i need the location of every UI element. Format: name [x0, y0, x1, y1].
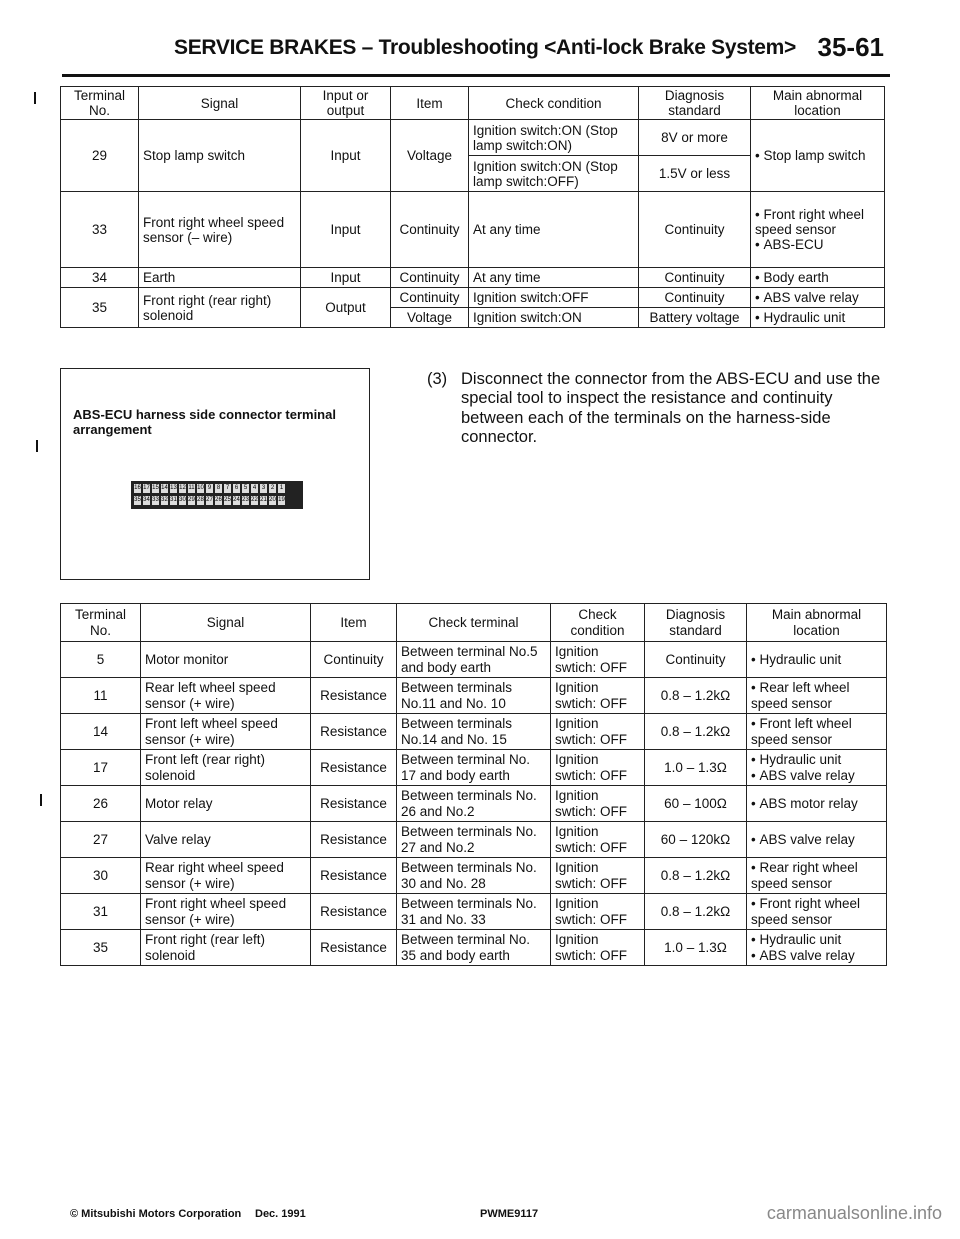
table-body: [61, 642, 887, 966]
standard-cell: Continuity: [639, 192, 751, 268]
item-cell: Resistance: [311, 894, 397, 930]
connector-pin: 31: [170, 497, 177, 503]
standard-cell: 1.5V or less: [639, 156, 751, 192]
terminal-cell: 17: [61, 750, 141, 786]
header-cell: Item: [391, 87, 469, 120]
item-cell: Resistance: [311, 822, 397, 858]
location-cell: [751, 308, 885, 328]
header-cell: Check condition: [551, 604, 645, 642]
location-cell: [747, 642, 887, 678]
check-condition-cell: Ignition swtich: OFF: [551, 678, 645, 714]
margin-mark: [40, 794, 42, 806]
item-cell: Resistance: [311, 678, 397, 714]
check-terminal-cell: Between terminals No.14 and No. 15: [397, 714, 551, 750]
connector-pin: 2: [270, 485, 275, 491]
item-cell: Resistance: [311, 714, 397, 750]
location-item: • ABS valve relay: [755, 290, 880, 305]
header-cell: Item: [311, 604, 397, 642]
check-terminal-cell: Between terminal No.5 and body earth: [397, 642, 551, 678]
header-cell: Terminal No.: [61, 604, 141, 642]
item-cell: Voltage: [391, 120, 469, 192]
connector-pin: 30: [179, 497, 186, 503]
connector-pin: 35: [134, 497, 141, 503]
item-cell: Continuity: [391, 268, 469, 288]
footer-date: Dec. 1991: [255, 1208, 306, 1220]
location-item: • Rear left wheel speed sensor: [751, 680, 882, 710]
terminal-cell: 35: [61, 288, 139, 328]
table-row: [61, 930, 887, 966]
standard-cell: 8V or more: [639, 120, 751, 156]
instruction-step: [427, 370, 889, 447]
location-item: • Body earth: [755, 270, 880, 285]
item-cell: Voltage: [391, 308, 469, 328]
signal-cell: Motor monitor: [141, 642, 311, 678]
check-terminal-cell: Between terminal No. 35 and body earth: [397, 930, 551, 966]
header-cell: Signal: [139, 87, 301, 120]
connector-pin: 26: [215, 497, 222, 503]
connector-pin: 14: [161, 485, 168, 491]
location-cell: [747, 858, 887, 894]
standard-cell: 0.8 – 1.2kΩ: [645, 714, 747, 750]
standard-cell: Continuity: [639, 268, 751, 288]
terminal-cell: 11: [61, 678, 141, 714]
connector-pin: 29: [188, 497, 195, 503]
location-item: • Stop lamp switch: [755, 148, 880, 163]
watermark: carmanualsonline.info: [766, 1203, 942, 1223]
connector-pin: 7: [225, 485, 230, 491]
terminal-cell: 29: [61, 120, 139, 192]
check-condition-cell: Ignition swtich: OFF: [551, 930, 645, 966]
connector-pin: 9: [207, 485, 212, 491]
terminal-resistance-table: [60, 603, 887, 966]
io-cell: Input: [301, 268, 391, 288]
signal-cell: Front right wheel speed sensor (– wire): [139, 192, 301, 268]
standard-cell: 0.8 – 1.2kΩ: [645, 894, 747, 930]
step-number: (3): [427, 370, 448, 388]
location-item: • ABS valve relay: [751, 832, 882, 847]
table-row: [61, 858, 887, 894]
io-cell: Input: [301, 192, 391, 268]
connector-pin: 28: [197, 497, 204, 503]
item-cell: Resistance: [311, 786, 397, 822]
header-cell: Input or output: [301, 87, 391, 120]
connector-pin: 20: [269, 497, 276, 503]
header-cell: Terminal No.: [61, 87, 139, 120]
standard-cell: 1.0 – 1.3Ω: [645, 750, 747, 786]
location-item: • Hydraulic unit: [751, 932, 882, 947]
check-condition-cell: Ignition swtich: OFF: [551, 894, 645, 930]
table-row: [61, 786, 887, 822]
location-item: • ABS valve relay: [751, 768, 882, 783]
signal-cell: Stop lamp switch: [139, 120, 301, 192]
page-number: 35-61: [817, 32, 884, 62]
check-condition-cell: Ignition swtich: OFF: [551, 642, 645, 678]
location-item: • Front left wheel speed sensor: [751, 716, 882, 746]
connector-pin: 24: [233, 497, 240, 503]
header-cell: Signal: [141, 604, 311, 642]
check-condition-cell: Ignition swtich: OFF: [551, 822, 645, 858]
connector-figure: [60, 368, 370, 580]
terminal-cell: 31: [61, 894, 141, 930]
location-item: • Front right wheel speed sensor: [755, 207, 880, 237]
table-row: [61, 268, 885, 288]
footer-copyright: © Mitsubishi Motors Corporation: [70, 1208, 242, 1220]
connector-pin: 5: [243, 485, 248, 491]
connector-pin: 3: [261, 485, 266, 491]
standard-cell: Continuity: [645, 642, 747, 678]
check-terminal-cell: Between terminals No. 30 and No. 28: [397, 858, 551, 894]
connector-pin: 11: [188, 485, 195, 491]
check-condition-cell: Ignition swtich: OFF: [551, 786, 645, 822]
table-header-row: [61, 87, 885, 120]
item-cell: Continuity: [391, 192, 469, 268]
signal-cell: Motor relay: [141, 786, 311, 822]
location-cell: [747, 678, 887, 714]
standard-cell: Battery voltage: [639, 308, 751, 328]
step-text: Disconnect the connector from the ABS-ECU and use the special tool to inspect the resistance and continuity between each of the terminals on the harness-side connector.: [461, 370, 881, 446]
table-row: [61, 750, 887, 786]
connector-pin: 10: [197, 485, 204, 491]
item-cell: Resistance: [311, 858, 397, 894]
header-cell: Main abnormal location: [747, 604, 887, 642]
connector-pin: 34: [143, 497, 150, 503]
item-cell: Continuity: [311, 642, 397, 678]
header-cell: Check condition: [469, 87, 639, 120]
table-row: [61, 714, 887, 750]
connector-pin: 33: [152, 497, 159, 503]
footer-code: PWME9117: [480, 1208, 539, 1220]
standard-cell: 0.8 – 1.2kΩ: [645, 678, 747, 714]
connector-pin: 13: [170, 485, 177, 491]
signal-cell: Front left (rear right) solenoid: [141, 750, 311, 786]
location-cell: [747, 894, 887, 930]
terminal-voltage-table: [60, 86, 885, 328]
terminal-cell: 5: [61, 642, 141, 678]
figure-caption: ABS-ECU harness side connector terminal arrangement: [73, 407, 336, 438]
condition-cell: Ignition switch:ON (Stop lamp switch:ON): [469, 120, 639, 156]
connector-diagram: [131, 481, 303, 509]
standard-cell: 60 – 120kΩ: [645, 822, 747, 858]
location-item: • ABS valve relay: [751, 948, 882, 963]
header-cell: Check terminal: [397, 604, 551, 642]
connector-pin: 15: [152, 485, 159, 491]
connector-pin: 1: [279, 485, 284, 491]
check-terminal-cell: Between terminals No.11 and No. 10: [397, 678, 551, 714]
location-cell: [751, 192, 885, 268]
terminal-cell: 33: [61, 192, 139, 268]
table-row: [61, 822, 887, 858]
signal-cell: Front right wheel speed sensor (+ wire): [141, 894, 311, 930]
location-item: • Front right wheel speed sensor: [751, 896, 882, 926]
condition-cell: Ignition switch:ON (Stop lamp switch:OFF): [469, 156, 639, 192]
location-item: • Rear right wheel speed sensor: [751, 860, 882, 890]
terminal-cell: 35: [61, 930, 141, 966]
location-cell: [751, 120, 885, 192]
check-terminal-cell: Between terminals No. 26 and No.2: [397, 786, 551, 822]
location-cell: [751, 288, 885, 308]
connector-pin: 17: [143, 485, 150, 491]
terminal-cell: 27: [61, 822, 141, 858]
page-header: [62, 28, 890, 77]
terminal-cell: 34: [61, 268, 139, 288]
header-cell: Diagnosis standard: [639, 87, 751, 120]
standard-cell: 0.8 – 1.2kΩ: [645, 858, 747, 894]
standard-cell: 60 – 100Ω: [645, 786, 747, 822]
check-terminal-cell: Between terminals No. 27 and No.2: [397, 822, 551, 858]
connector-pin: 21: [260, 497, 267, 503]
connector-pin: 12: [179, 485, 186, 491]
connector-pin-row-top: [134, 484, 285, 493]
condition-cell: At any time: [469, 268, 639, 288]
signal-cell: Front right (rear left) solenoid: [141, 930, 311, 966]
location-item: • Hydraulic unit: [751, 652, 882, 667]
condition-cell: Ignition switch:OFF: [469, 288, 639, 308]
io-cell: Input: [301, 120, 391, 192]
condition-cell: Ignition switch:ON: [469, 308, 639, 328]
table-row: [61, 894, 887, 930]
location-cell: [747, 714, 887, 750]
signal-cell: Front right (rear right) solenoid: [139, 288, 301, 328]
item-cell: Resistance: [311, 750, 397, 786]
signal-cell: Rear left wheel speed sensor (+ wire): [141, 678, 311, 714]
page-title: SERVICE BRAKES – Troubleshooting <Anti-lock Brake System>: [174, 36, 797, 59]
signal-cell: Rear right wheel speed sensor (+ wire): [141, 858, 311, 894]
table-row: [61, 120, 885, 156]
location-cell: [747, 786, 887, 822]
terminal-cell: 26: [61, 786, 141, 822]
check-condition-cell: Ignition swtich: OFF: [551, 714, 645, 750]
location-item: • Hydraulic unit: [751, 752, 882, 767]
standard-cell: Continuity: [639, 288, 751, 308]
terminal-cell: 14: [61, 714, 141, 750]
condition-cell: At any time: [469, 192, 639, 268]
connector-pin: 25: [224, 497, 231, 503]
io-cell: Output: [301, 288, 391, 328]
signal-cell: Earth: [139, 268, 301, 288]
check-terminal-cell: Between terminal No. 17 and body earth: [397, 750, 551, 786]
connector-pin-row-bottom: [134, 496, 285, 505]
location-cell: [747, 930, 887, 966]
connector-pin: 23: [242, 497, 249, 503]
item-cell: Continuity: [391, 288, 469, 308]
table-row: [61, 678, 887, 714]
table-header-row: [61, 604, 887, 642]
item-cell: Resistance: [311, 930, 397, 966]
header-cell: Main abnormal location: [751, 87, 885, 120]
location-item: • Hydraulic unit: [755, 310, 880, 325]
connector-pin: 8: [216, 485, 221, 491]
connector-pin: 19: [278, 497, 285, 503]
connector-pin: 6: [234, 485, 239, 491]
header-cell: Diagnosis standard: [645, 604, 747, 642]
standard-cell: 1.0 – 1.3Ω: [645, 930, 747, 966]
connector-pin: 27: [206, 497, 213, 503]
table-row: [61, 288, 885, 308]
table-row: [61, 192, 885, 268]
check-condition-cell: Ignition swtich: OFF: [551, 858, 645, 894]
check-terminal-cell: Between terminals No. 31 and No. 33: [397, 894, 551, 930]
table-row: [61, 642, 887, 678]
margin-mark: [36, 440, 38, 452]
terminal-cell: 30: [61, 858, 141, 894]
connector-pin: 4: [252, 485, 257, 491]
signal-cell: Valve relay: [141, 822, 311, 858]
location-cell: [747, 750, 887, 786]
connector-pin: 32: [161, 497, 168, 503]
signal-cell: Front left wheel speed sensor (+ wire): [141, 714, 311, 750]
location-cell: [751, 268, 885, 288]
check-condition-cell: Ignition swtich: OFF: [551, 750, 645, 786]
margin-mark: [34, 92, 36, 104]
location-item: • ABS motor relay: [751, 796, 882, 811]
connector-pin: 16: [134, 485, 141, 491]
location-item: • ABS-ECU: [755, 237, 880, 252]
location-cell: [747, 822, 887, 858]
connector-pin: 22: [251, 497, 258, 503]
